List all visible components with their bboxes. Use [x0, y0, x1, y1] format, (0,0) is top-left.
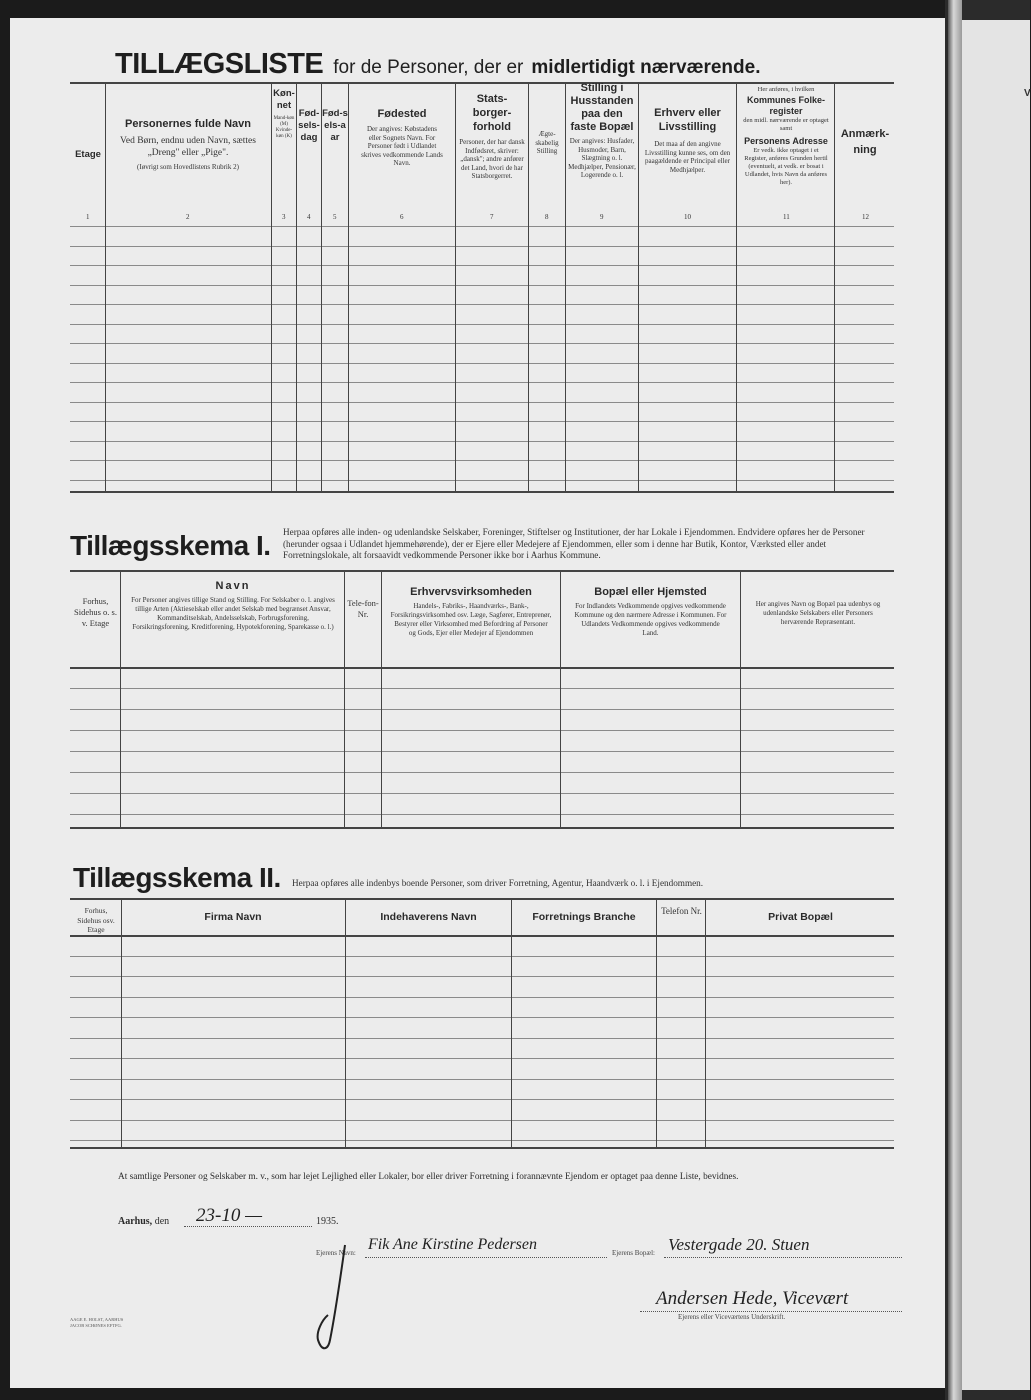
col-divider	[271, 84, 272, 491]
next-page-edge	[962, 20, 1030, 1390]
header-gender: Køn-net Mand-køn (M) Kvinde-køn (K)	[273, 88, 295, 139]
schema2-header-line	[70, 935, 894, 937]
col-divider	[638, 84, 639, 491]
row-line	[70, 480, 894, 481]
row-line	[70, 956, 894, 957]
owner-address-line	[664, 1257, 902, 1258]
col-divider	[121, 900, 122, 1147]
col-number: 6	[400, 213, 404, 221]
schema2-title: Tillægsskema II.	[73, 862, 281, 893]
row-line	[70, 1079, 894, 1080]
owner-address-handwritten: Vestergade 20. Stuen	[668, 1235, 810, 1254]
signature-line	[640, 1311, 902, 1312]
date-handwritten: 23-10 —	[196, 1205, 262, 1226]
s1-header-residence: Bopæl eller Hjemsted For Indlandets Vedkommende opgives vedkommende Kommune og den nærmere Adresse i Kommunen. For Udlandets Vedkommende opgives vedkommende Land.	[574, 586, 727, 637]
row-line	[70, 709, 894, 710]
schema1-top-border	[70, 570, 894, 572]
owner-name-handwritten: Fik Ane Kirstine Pedersen	[368, 1236, 537, 1253]
row-line	[70, 688, 894, 689]
s2-header-etage: Forhus, Sidehus osv. Etage	[77, 906, 115, 934]
schema1-title: Tillægsskema I.	[70, 530, 271, 561]
header-full-name: Personernes fulde Navn Ved Børn, endnu uden Navn, sættes „Dreng" eller „Pige". (Iøvrigt som Hovedlistens Rubrik 2)	[120, 118, 256, 171]
row-line	[70, 382, 894, 383]
header-occupation: Erhverv eller Livsstilling Det maa af den angivne Livsstilling kunne ses, om den paagældende er Principal eller Medhjælper.	[644, 107, 731, 174]
row-line	[70, 1120, 894, 1121]
book-spine	[948, 0, 962, 1400]
row-line	[70, 1058, 894, 1059]
signature-handwritten: Andersen Hede, Vicevært	[656, 1288, 849, 1309]
den-label: den	[154, 1216, 170, 1227]
header-birthyear: Fød-sels-aar	[322, 108, 348, 143]
title-middle: for de Personer, der er	[333, 57, 524, 78]
s2-header-firm: Firma Navn	[204, 911, 262, 923]
col-divider	[105, 84, 106, 491]
attestation-text: At samtlige Personer og Selskaber m. v., som har lejet Lejlighed eller Lokaler, bor eller driver Forretning i forannævnte Ejendom er optaget paa denne Liste, bevidnes.	[118, 1172, 739, 1182]
owner-address-label: Ejerens Bopæl:	[612, 1249, 655, 1257]
schema2-bottom-border	[70, 1147, 894, 1149]
row-line	[70, 324, 894, 325]
row-line	[70, 421, 894, 422]
schema2-description: Herpaa opføres alle indenbys boende Personer, som driver Forretning, Agentur, Haandværk o. l. i Ejendommen.	[292, 878, 704, 888]
col-number: 4	[307, 213, 311, 221]
s2-header-branch: Forretnings Branche	[532, 911, 636, 923]
row-line	[70, 246, 894, 247]
row-line	[70, 304, 894, 305]
col-divider	[705, 900, 706, 1147]
col-number: 1	[86, 213, 90, 221]
col-number: 8	[545, 213, 549, 221]
main-table-header-line	[70, 226, 894, 227]
col-number: 3	[282, 213, 286, 221]
year-label: 1935.	[316, 1216, 339, 1227]
row-line	[70, 976, 894, 977]
page-title	[115, 48, 761, 81]
schema1-bottom-border	[70, 827, 894, 829]
schema1-header-line	[70, 667, 894, 669]
header-birthplace: Fødested Der angives: Købstadens eller Sognets Navn. For Personer født i Udlandet skrives vedkommende Lands Navn.	[361, 108, 443, 167]
title-main: TILLÆGSLISTE	[115, 48, 324, 80]
col-divider	[321, 84, 322, 491]
main-table-bottom-border	[70, 491, 894, 493]
s1-header-name: Navn For Personer angives tillige Stand og Stilling. For Selskaber o. l. angives tillige Arten (Aktieselskab eller andet Selskab med begrænset Ansvar, Kommanditselskab, Andelsselskab, Forbrugsforening, Forsikringsforening, Kreditforening, Hypotekforening, Sparekasse o. l.)	[131, 580, 335, 631]
owner-name-label: Ejerens Navn:	[316, 1249, 356, 1257]
schema2-top-border	[70, 898, 894, 900]
header-population-register: Her anføres, i hvilken Kommunes Folke-register den midl. nærværende er optaget samt Personens Adresse Er vedk. ikke optaget i et Register, anføres Grunden hertil (eventuelt, at vedk. er bosat i Udlandet, hvis Navn da anføres her).	[743, 86, 829, 186]
row-line	[70, 730, 894, 731]
next-page-letter: V	[1024, 88, 1031, 99]
row-line	[70, 814, 894, 815]
row-line	[70, 751, 894, 752]
row-line	[70, 441, 894, 442]
col-divider	[381, 572, 382, 827]
row-line	[70, 285, 894, 286]
s1-header-representative: Her angives Navn og Bopæl paa udenbys og udenlandske Selskabers eller Personers herværende Repræsentant.	[755, 600, 881, 626]
row-line	[70, 1017, 894, 1018]
col-number: 7	[490, 213, 494, 221]
row-line	[70, 265, 894, 266]
col-divider	[565, 84, 566, 491]
col-number: 9	[600, 213, 604, 221]
row-line	[70, 772, 894, 773]
date-line	[118, 1216, 169, 1227]
row-line	[70, 402, 894, 403]
owner-name-line	[365, 1257, 607, 1258]
form-page	[10, 18, 945, 1388]
main-table-top-border	[70, 82, 894, 84]
s1-header-business: Erhvervsvirksomheden Handels-, Fabriks-, Haandværks-, Bank-, Forsikringsvirksomhed osv. Læge, Sagfører, Entreprenør, Bestyrer eller Virksomhed med Befordring af Personer og Gods, Ejer eller Medejer af Ejendommen	[390, 586, 552, 637]
s2-header-phone: Telefon Nr.	[661, 906, 702, 916]
col-divider	[296, 84, 297, 491]
col-divider	[740, 572, 741, 827]
header-remarks: Anmærk-ning	[840, 128, 890, 156]
printer-mark: AAGE E. HOLST, AARHUS JACOB SCHØNES EFTFG.	[70, 1317, 124, 1328]
row-line	[70, 793, 894, 794]
row-line	[70, 1038, 894, 1039]
s2-header-private-residence: Privat Bopæl	[768, 911, 833, 923]
col-number: 5	[333, 213, 337, 221]
row-line	[70, 1099, 894, 1100]
col-divider	[455, 84, 456, 491]
col-number: 2	[186, 213, 190, 221]
s1-header-etage: Forhus, Sidehus o. s. v. Etage	[74, 596, 117, 628]
row-line	[70, 363, 894, 364]
s2-header-owner: Indehaverens Navn	[380, 911, 477, 923]
header-marital-status: Ægte-skabelig Stilling	[535, 130, 559, 155]
col-divider	[656, 900, 657, 1147]
col-divider	[736, 84, 737, 491]
col-divider	[345, 900, 346, 1147]
row-line	[70, 997, 894, 998]
header-etage: Etage	[75, 149, 101, 160]
row-line	[70, 343, 894, 344]
row-line	[70, 1140, 894, 1141]
col-divider	[344, 572, 345, 827]
col-number: 12	[862, 213, 869, 221]
col-number: 10	[684, 213, 691, 221]
col-divider	[120, 572, 121, 827]
schema1-description: Herpaa opføres alle inden- og udenlandske Selskaber, Foreninger, Stiftelser og Institutioner, der har Lokale i Ejendommen. Endvidere opføres her de Personer (herunder ogsaa i Udlandet hjemmehørende), der er Ejere eller Medejere af Ejendommen, eller som i denne har Butik, Kontor, Værksted eller andet Forretningslokale, alt forsaavidt vedkommende Personer ikke bor i Aarhus Kommune.	[283, 527, 865, 560]
col-divider	[834, 84, 835, 491]
header-household-position: Stilling i Husstanden paa den faste Bopæl Der angives: Husfader, Husmoder, Barn, Slægtning o. l. Medhjælper, Pensionær, Logerende o. l.	[568, 82, 636, 179]
col-divider	[511, 900, 512, 1147]
row-line	[70, 460, 894, 461]
col-divider	[560, 572, 561, 827]
header-birthday: Fød-sels-dag	[298, 108, 320, 143]
signature-label: Ejerens eller Viceværtens Underskrift.	[678, 1313, 786, 1321]
signature-flourish	[300, 1240, 360, 1360]
title-bold-end: midlertidigt nærværende.	[531, 57, 761, 78]
col-divider	[348, 84, 349, 491]
city-label: Aarhus,	[118, 1216, 153, 1227]
col-number: 11	[783, 213, 790, 221]
header-citizenship: Stats-borger-forhold Personer, der har dansk Indfødsret, skriver: „dansk"; andre anfører det Land, hvori de har Statsborgerret.	[459, 93, 525, 180]
s1-header-phone: Tele-fon-Nr.	[347, 598, 379, 619]
